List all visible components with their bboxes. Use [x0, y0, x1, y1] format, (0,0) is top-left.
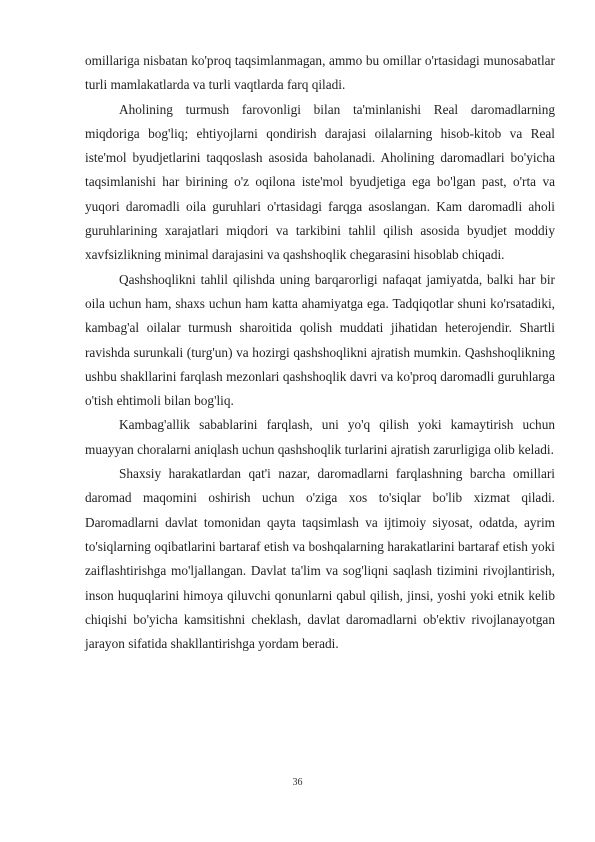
paragraph-income-factors: Shaxsiy harakatlardan qat'i nazar, daromadlarni farqlashning barcha omillari daromad maqomini oshirish uchun o'ziga xos to'siqlar bo'lib xizmat qiladi. Daromadlarni davlat tomonidan qayta taqsimlash va ijtimoiy siyosat, odatda, ayrim to'siqlarning oqibatlarini bartaraf etish va boshqalarning harakatlarini bartaraf etish yoki zaiflashtirishga mo'ljallangan. Davlat ta'lim va sog'liqni saqlash tizimini rivojlantirish, inson huquqlarini himoya qiluvchi qonunlarni qabul qilish, jinsi, yoshi yoki etnik kelib chiqishi bo'yicha kamsitishni cheklash, davlat daromadlarni ob'ektiv rivojlanayotgan jarayon sifatida shakllantirishga yordam beradi.	[85, 466, 555, 652]
page-number: 36	[292, 777, 303, 788]
paragraph-continued: omillariga nisbatan ko'proq taqsimlanmagan, ammo bu omillar o'rtasidagi munosabatlar turli mamlakatlarda va turli vaqtlarda farq qiladi.	[85, 53, 555, 93]
paragraph-poverty-causes: Kambag'allik sabablarini farqlash, uni yo'q qilish yoki kamaytirish uchun muayyan choralarni aniqlash uchun qashshoqlik turlarini ajratish zarurligiga olib keladi.	[85, 417, 555, 457]
document-body	[85, 49, 555, 656]
paragraph-living-standards: Aholining turmush farovonligi bilan ta'minlanishi Real daromadlarning miqdoriga bog'liq; ehtiyojlarni qondirish darajasi oilalarning hisob-kitob va Real iste'mol byudjetlarini taqqoslash asosida baholanadi. Aholining daromadlari bo'yicha taqsimlanishi har birining o'z oqilona iste'mol byudjetiga ega bo'lgan past, o'rta va yuqori daromadli oila guruhlari o'rtasidagi farqga asoslangan. Kam daromadli aholi guruhlarining xarajatlari miqdori va tarkibini tahlil qilish asosida byudjet moddiy xavfsizlikning minimal darajasini va qashshoqlik chegarasini hisoblab chiqadi.	[85, 101, 555, 263]
paragraph-poverty-analysis: Qashshoqlikni tahlil qilishda uning barqarorligi nafaqat jamiyatda, balki har bir oila uchun ham, shaxs uchun ham katta ahamiyatga ega. Tadqiqotlar shuni ko'rsatadiki, kambag'al oilalar turmush sharoitida qolish muddati jihatidan heterojendir. Shartli ravishda surunkali (turg'un) va hozirgi qashshoqlikni ajratish mumkin. Qashshoqlikning ushbu shakllarini farqlash mezonlari qashshoqlik davri va ko'proq daromadli guruhlarga o'tish ehtimoli bilan bog'liq.	[85, 271, 555, 409]
